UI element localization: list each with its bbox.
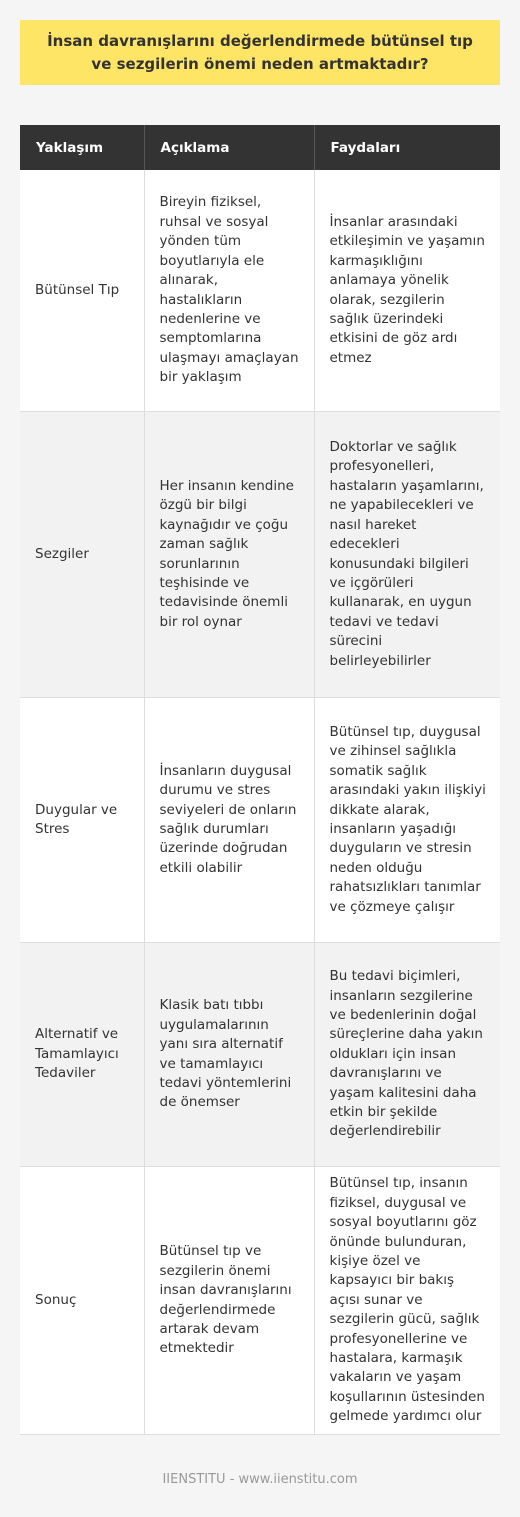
header-description: Açıklama (144, 125, 314, 170)
cell-description: Her insanın kendine özgü bir bilgi kaynağıdır ve çoğu zaman sağlık sorunlarının teşhisinde ve tedavisinde önemli bir rol oynar (144, 412, 314, 698)
header-approach: Yaklaşım (20, 125, 144, 170)
comparison-table (20, 125, 500, 1435)
table-row (20, 698, 500, 943)
cell-approach: Alternatif ve Tamamlayıcı Tedaviler (20, 943, 144, 1167)
footer-credit: IIENSTITU - www.iienstitu.com (162, 1472, 358, 1487)
header-benefits: Faydaları (314, 125, 500, 170)
table-row (20, 1167, 500, 1435)
page-title: İnsan davranışlarını değerlendirmede bütünsel tıp ve sezgilerin önemi neden artmaktadır? (47, 31, 473, 73)
table-row (20, 170, 500, 412)
table-header (20, 125, 500, 170)
cell-approach: Bütünsel Tıp (20, 170, 144, 412)
cell-description: Bütünsel tıp ve sezgilerin önemi insan davranışlarını değerlendirmede artarak devam etmektedir (144, 1167, 314, 1435)
cell-benefits: Bu tedavi biçimleri, insanların sezgilerine ve bedenlerinin doğal süreçlerine daha yakın oldukları için insan davranışlarını ve yaşam kalitesini daha etkin bir şekilde değerlendirebilir (314, 943, 500, 1167)
cell-description: Bireyin fiziksel, ruhsal ve sosyal yönden tüm boyutlarıyla ele alınarak, hastalıkların nedenlerine ve semptomlarına ulaşmayı amaçlayan bir yaklaşım (144, 170, 314, 412)
cell-benefits: Bütünsel tıp, insanın fiziksel, duygusal ve sosyal boyutlarını göz önünde bulunduran, kişiye özel ve kapsayıcı bir bakış açısı sunar ve sezgilerin gücü, sağlık profesyonellerine ve hastalara, karmaşık vakaların ve yaşam koşullarının üstesinden gelmede yardımcı olur (314, 1167, 500, 1435)
cell-approach: Sonuç (20, 1167, 144, 1435)
title-banner (20, 20, 500, 85)
cell-benefits: İnsanlar arasındaki etkileşimin ve yaşamın karmaşıklığını anlamaya yönelik olarak, sezgilerin sağlık üzerindeki etkisini de göz ardı etmez (314, 170, 500, 412)
cell-approach: Duygular ve Stres (20, 698, 144, 943)
table-row (20, 412, 500, 698)
cell-description: Klasik batı tıbbı uygulamalarının yanı sıra alternatif ve tamamlayıcı tedavi yöntemlerini de önemser (144, 943, 314, 1167)
table-row (20, 943, 500, 1167)
cell-benefits: Bütünsel tıp, duygusal ve zihinsel sağlıkla somatik sağlık arasındaki yakın ilişkiyi dikkate alarak, insanların yaşadığı duyguların ve stresin neden olduğu rahatsızlıkları tanımlar ve çözmeye çalışır (314, 698, 500, 943)
cell-approach: Sezgiler (20, 412, 144, 698)
cell-benefits: Doktorlar ve sağlık profesyonelleri, hastaların yaşamlarını, ne yapabilecekleri ve nasıl hareket edecekleri konusundaki bilgileri ve içgörüleri kullanarak, en uygun tedavi ve tedavi sürecini belirleyebilirler (314, 412, 500, 698)
cell-description: İnsanların duygusal durumu ve stres seviyeleri de onların sağlık durumları üzerinde doğrudan etkili olabilir (144, 698, 314, 943)
